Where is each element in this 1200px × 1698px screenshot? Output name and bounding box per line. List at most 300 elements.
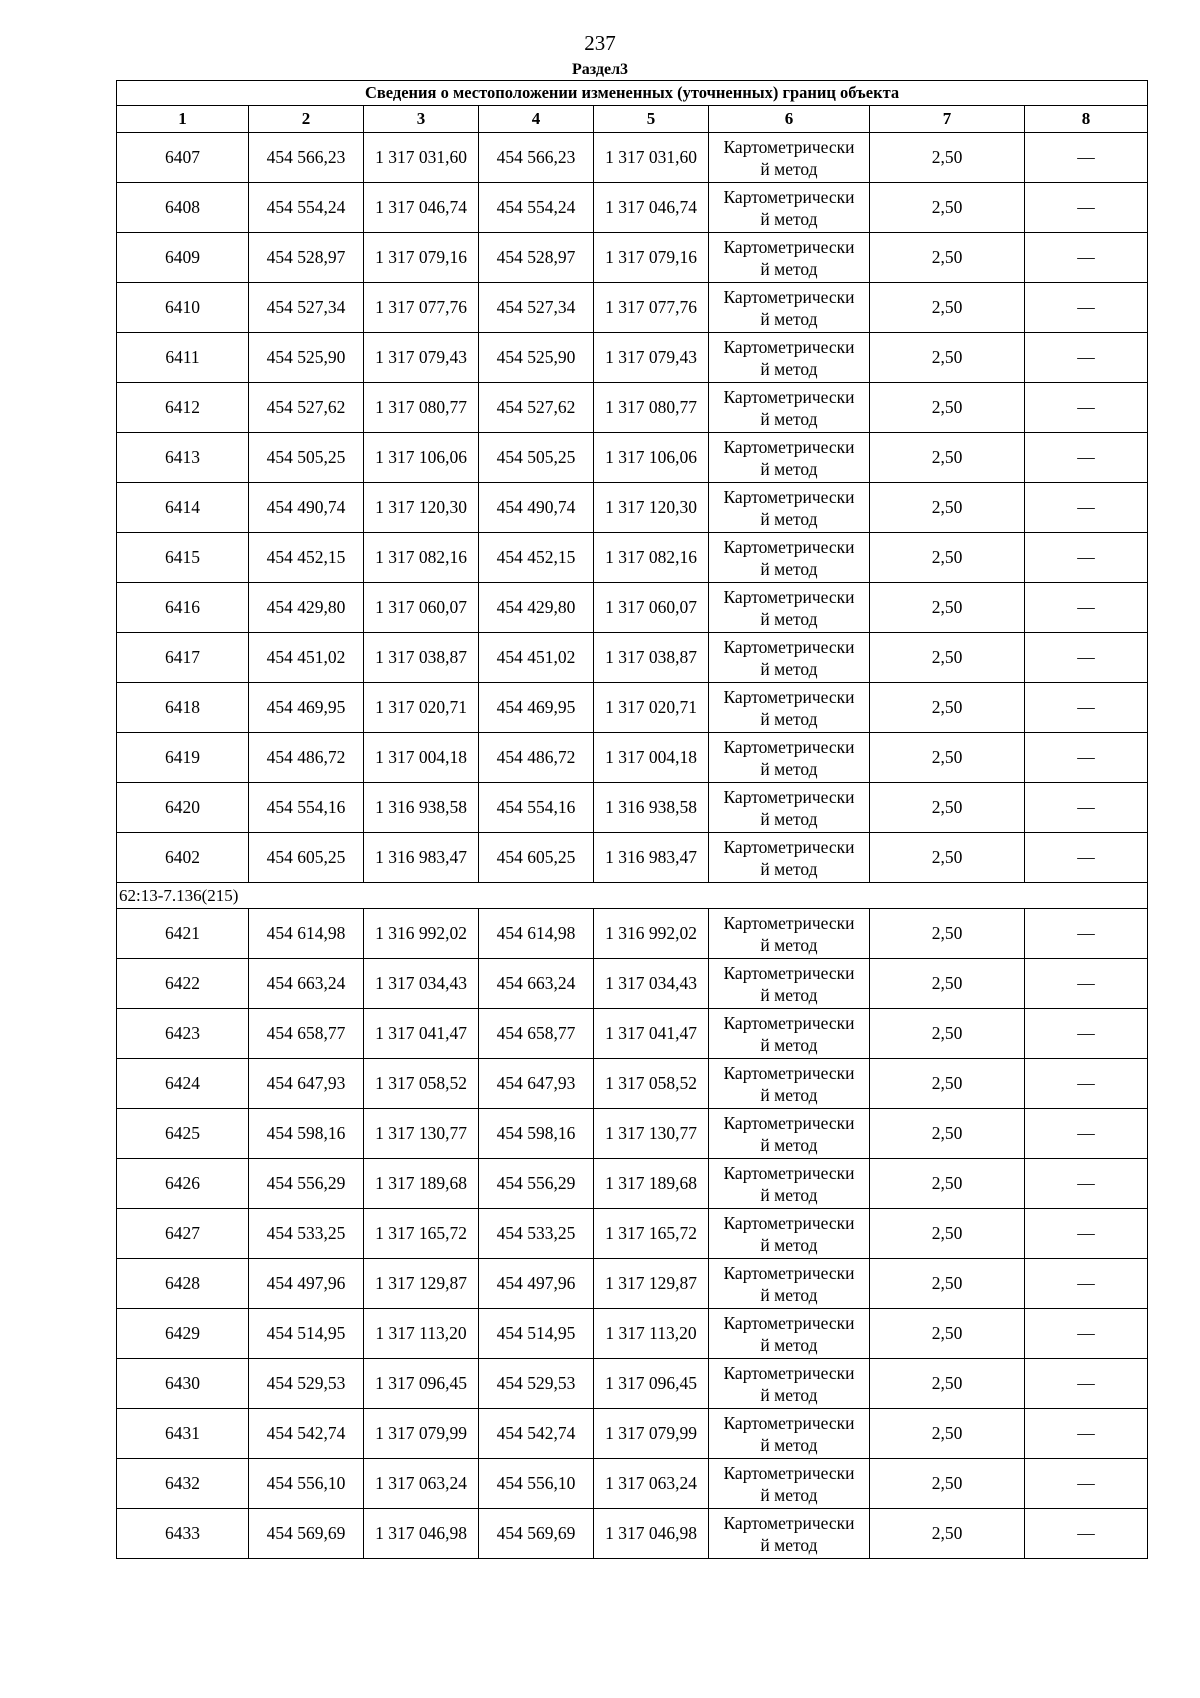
empty-mark-cell: — [1025, 1359, 1148, 1409]
empty-mark-cell: — [1025, 959, 1148, 1009]
method-cell [709, 959, 870, 1009]
method-line-2: й метод [760, 708, 818, 729]
method-cell [709, 1259, 870, 1309]
x-new-cell: 454 514,95 [479, 1309, 594, 1359]
x-existing-cell: 454 647,93 [249, 1059, 364, 1109]
y-existing-cell: 1 317 120,30 [364, 483, 479, 533]
table-row [117, 1059, 1148, 1109]
table-row [117, 1109, 1148, 1159]
x-new-cell: 454 647,93 [479, 1059, 594, 1109]
y-new-cell: 1 317 165,72 [594, 1209, 709, 1259]
point-number-cell: 6430 [117, 1359, 249, 1409]
accuracy-cell: 2,50 [870, 1059, 1025, 1109]
y-new-cell: 1 317 031,60 [594, 133, 709, 183]
y-new-cell: 1 316 992,02 [594, 909, 709, 959]
y-new-cell: 1 316 983,47 [594, 833, 709, 883]
accuracy-cell: 2,50 [870, 233, 1025, 283]
table-row [117, 1209, 1148, 1259]
x-new-cell: 454 554,24 [479, 183, 594, 233]
method-cell [709, 1159, 870, 1209]
x-new-cell: 454 542,74 [479, 1409, 594, 1459]
accuracy-cell: 2,50 [870, 483, 1025, 533]
x-existing-cell: 454 451,02 [249, 633, 364, 683]
accuracy-cell: 2,50 [870, 1409, 1025, 1459]
method-line-1: Картометрически [723, 136, 855, 157]
method-line-2: й метод [760, 1484, 818, 1505]
empty-mark-cell: — [1025, 1209, 1148, 1259]
table-row [117, 583, 1148, 633]
accuracy-cell: 2,50 [870, 133, 1025, 183]
empty-mark-cell: — [1025, 233, 1148, 283]
y-new-cell: 1 317 106,06 [594, 433, 709, 483]
column-number-cell: 5 [594, 106, 709, 133]
method-line-2: й метод [760, 658, 818, 679]
method-line-1: Картометрически [723, 1512, 855, 1533]
method-cell [709, 1109, 870, 1159]
method-line-1: Картометрически [723, 286, 855, 307]
method-line-2: й метод [760, 1434, 818, 1455]
point-number-cell: 6411 [117, 333, 249, 383]
x-new-cell: 454 556,29 [479, 1159, 594, 1209]
x-new-cell: 454 528,97 [479, 233, 594, 283]
point-number-cell: 6422 [117, 959, 249, 1009]
method-line-1: Картометрически [723, 962, 855, 983]
method-cell [709, 1359, 870, 1409]
point-number-cell: 6421 [117, 909, 249, 959]
point-number-cell: 6420 [117, 783, 249, 833]
x-existing-cell: 454 486,72 [249, 733, 364, 783]
x-existing-cell: 454 490,74 [249, 483, 364, 533]
y-new-cell: 1 317 080,77 [594, 383, 709, 433]
x-new-cell: 454 525,90 [479, 333, 594, 383]
empty-mark-cell: — [1025, 383, 1148, 433]
accuracy-cell: 2,50 [870, 1159, 1025, 1209]
method-line-2: й метод [760, 858, 818, 879]
accuracy-cell: 2,50 [870, 433, 1025, 483]
x-existing-cell: 454 528,97 [249, 233, 364, 283]
accuracy-cell: 2,50 [870, 1509, 1025, 1559]
y-existing-cell: 1 317 058,52 [364, 1059, 479, 1109]
point-number-cell: 6410 [117, 283, 249, 333]
y-new-cell: 1 317 046,98 [594, 1509, 709, 1559]
x-new-cell: 454 533,25 [479, 1209, 594, 1259]
x-existing-cell: 454 497,96 [249, 1259, 364, 1309]
section-title: Раздел3 [571, 61, 629, 78]
table-row [117, 909, 1148, 959]
group-label: 62:13-7.136(215) [117, 883, 1148, 909]
table-title-row [117, 81, 1148, 106]
point-number-cell: 6412 [117, 383, 249, 433]
point-number-cell: 6402 [117, 833, 249, 883]
accuracy-cell: 2,50 [870, 833, 1025, 883]
x-new-cell: 454 527,34 [479, 283, 594, 333]
point-number-cell: 6418 [117, 683, 249, 733]
x-existing-cell: 454 554,16 [249, 783, 364, 833]
point-number-cell: 6425 [117, 1109, 249, 1159]
point-number-cell: 6429 [117, 1309, 249, 1359]
table-row [117, 1409, 1148, 1459]
method-line-1: Картометрически [723, 836, 855, 857]
x-existing-cell: 454 566,23 [249, 133, 364, 183]
table-row [117, 1309, 1148, 1359]
x-existing-cell: 454 505,25 [249, 433, 364, 483]
method-line-2: й метод [760, 508, 818, 529]
y-new-cell: 1 317 004,18 [594, 733, 709, 783]
method-line-1: Картометрически [723, 1262, 855, 1283]
x-existing-cell: 454 556,10 [249, 1459, 364, 1509]
table-title: Сведения о местоположении измененных (уточненных) границ объекта [117, 81, 1148, 106]
empty-mark-cell: — [1025, 1509, 1148, 1559]
y-existing-cell: 1 317 077,76 [364, 283, 479, 333]
accuracy-cell: 2,50 [870, 909, 1025, 959]
accuracy-cell: 2,50 [870, 583, 1025, 633]
y-existing-cell: 1 317 031,60 [364, 133, 479, 183]
empty-mark-cell: — [1025, 1309, 1148, 1359]
y-existing-cell: 1 317 079,43 [364, 333, 479, 383]
table-row [117, 1159, 1148, 1209]
method-line-1: Картометрически [723, 736, 855, 757]
point-number-cell: 6433 [117, 1509, 249, 1559]
method-line-2: й метод [760, 608, 818, 629]
y-existing-cell: 1 317 079,16 [364, 233, 479, 283]
accuracy-cell: 2,50 [870, 1209, 1025, 1259]
x-new-cell: 454 663,24 [479, 959, 594, 1009]
table-row [117, 183, 1148, 233]
method-cell [709, 1209, 870, 1259]
x-new-cell: 454 529,53 [479, 1359, 594, 1409]
x-existing-cell: 454 542,74 [249, 1409, 364, 1459]
y-existing-cell: 1 317 129,87 [364, 1259, 479, 1309]
method-line-2: й метод [760, 1234, 818, 1255]
x-existing-cell: 454 429,80 [249, 583, 364, 633]
empty-mark-cell: — [1025, 833, 1148, 883]
x-new-cell: 454 452,15 [479, 533, 594, 583]
x-existing-cell: 454 556,29 [249, 1159, 364, 1209]
x-new-cell: 454 556,10 [479, 1459, 594, 1509]
y-new-cell: 1 317 096,45 [594, 1359, 709, 1409]
x-existing-cell: 454 614,98 [249, 909, 364, 959]
method-cell [709, 283, 870, 333]
method-line-2: й метод [760, 358, 818, 379]
method-cell [709, 909, 870, 959]
method-line-1: Картометрически [723, 1012, 855, 1033]
table-row [117, 433, 1148, 483]
y-new-cell: 1 317 079,16 [594, 233, 709, 283]
column-number-cell: 4 [479, 106, 594, 133]
table-row [117, 633, 1148, 683]
y-existing-cell: 1 317 079,99 [364, 1409, 479, 1459]
column-number-cell: 2 [249, 106, 364, 133]
point-number-cell: 6407 [117, 133, 249, 183]
empty-mark-cell: — [1025, 183, 1148, 233]
table-row [117, 1259, 1148, 1309]
empty-mark-cell: — [1025, 1159, 1148, 1209]
method-line-1: Картометрически [723, 186, 855, 207]
accuracy-cell: 2,50 [870, 733, 1025, 783]
y-existing-cell: 1 317 189,68 [364, 1159, 479, 1209]
method-line-1: Картометрически [723, 1062, 855, 1083]
method-line-2: й метод [760, 308, 818, 329]
x-new-cell: 454 505,25 [479, 433, 594, 483]
point-number-cell: 6414 [117, 483, 249, 533]
empty-mark-cell: — [1025, 633, 1148, 683]
method-line-1: Картометрически [723, 236, 855, 257]
table-row [117, 133, 1148, 183]
method-line-2: й метод [760, 1334, 818, 1355]
point-number-cell: 6428 [117, 1259, 249, 1309]
y-existing-cell: 1 317 063,24 [364, 1459, 479, 1509]
table-row [117, 283, 1148, 333]
y-new-cell: 1 317 077,76 [594, 283, 709, 333]
page-number: 237 [584, 31, 616, 55]
y-new-cell: 1 317 082,16 [594, 533, 709, 583]
y-new-cell: 1 317 079,43 [594, 333, 709, 383]
accuracy-cell: 2,50 [870, 1009, 1025, 1059]
accuracy-cell: 2,50 [870, 683, 1025, 733]
accuracy-cell: 2,50 [870, 1359, 1025, 1409]
method-line-2: й метод [760, 258, 818, 279]
empty-mark-cell: — [1025, 1459, 1148, 1509]
table-row [117, 533, 1148, 583]
method-line-2: й метод [760, 1284, 818, 1305]
x-new-cell: 454 598,16 [479, 1109, 594, 1159]
method-cell [709, 383, 870, 433]
point-number-cell: 6419 [117, 733, 249, 783]
method-line-2: й метод [760, 1134, 818, 1155]
point-number-cell: 6409 [117, 233, 249, 283]
column-number-cell: 7 [870, 106, 1025, 133]
table-row [117, 833, 1148, 883]
method-cell [709, 483, 870, 533]
y-new-cell: 1 317 034,43 [594, 959, 709, 1009]
x-new-cell: 454 490,74 [479, 483, 594, 533]
y-existing-cell: 1 317 034,43 [364, 959, 479, 1009]
table-row [117, 1359, 1148, 1409]
method-line-2: й метод [760, 558, 818, 579]
y-existing-cell: 1 317 046,74 [364, 183, 479, 233]
column-number-cell: 6 [709, 106, 870, 133]
y-existing-cell: 1 316 992,02 [364, 909, 479, 959]
empty-mark-cell: — [1025, 133, 1148, 183]
y-new-cell: 1 316 938,58 [594, 783, 709, 833]
method-line-1: Картометрически [723, 1112, 855, 1133]
y-new-cell: 1 317 060,07 [594, 583, 709, 633]
x-existing-cell: 454 598,16 [249, 1109, 364, 1159]
method-line-1: Картометрически [723, 1362, 855, 1383]
y-existing-cell: 1 317 004,18 [364, 733, 479, 783]
empty-mark-cell: — [1025, 1409, 1148, 1459]
table-row [117, 333, 1148, 383]
x-new-cell: 454 614,98 [479, 909, 594, 959]
method-line-2: й метод [760, 758, 818, 779]
table-row [117, 733, 1148, 783]
point-number-cell: 6416 [117, 583, 249, 633]
empty-mark-cell: — [1025, 909, 1148, 959]
y-new-cell: 1 317 020,71 [594, 683, 709, 733]
method-line-2: й метод [760, 808, 818, 829]
method-cell [709, 233, 870, 283]
method-line-1: Картометрически [723, 1412, 855, 1433]
y-new-cell: 1 317 189,68 [594, 1159, 709, 1209]
x-existing-cell: 454 569,69 [249, 1509, 364, 1559]
x-new-cell: 454 469,95 [479, 683, 594, 733]
column-number-cell: 1 [117, 106, 249, 133]
point-number-cell: 6432 [117, 1459, 249, 1509]
empty-mark-cell: — [1025, 1059, 1148, 1109]
method-line-1: Картометрически [723, 1162, 855, 1183]
empty-mark-cell: — [1025, 1009, 1148, 1059]
y-existing-cell: 1 317 046,98 [364, 1509, 479, 1559]
method-line-2: й метод [760, 1384, 818, 1405]
empty-mark-cell: — [1025, 683, 1148, 733]
x-existing-cell: 454 605,25 [249, 833, 364, 883]
method-line-2: й метод [760, 934, 818, 955]
x-new-cell: 454 497,96 [479, 1259, 594, 1309]
empty-mark-cell: — [1025, 1109, 1148, 1159]
method-line-1: Картометрически [723, 486, 855, 507]
x-new-cell: 454 566,23 [479, 133, 594, 183]
coordinates-table [116, 80, 1148, 1559]
x-new-cell: 454 451,02 [479, 633, 594, 683]
method-cell [709, 1009, 870, 1059]
table-row [117, 783, 1148, 833]
column-number-cell: 8 [1025, 106, 1148, 133]
y-existing-cell: 1 316 983,47 [364, 833, 479, 883]
point-number-cell: 6426 [117, 1159, 249, 1209]
method-line-1: Картометрически [723, 1462, 855, 1483]
x-existing-cell: 454 663,24 [249, 959, 364, 1009]
table-body [117, 81, 1148, 1559]
method-line-1: Картометрически [723, 386, 855, 407]
accuracy-cell: 2,50 [870, 783, 1025, 833]
x-new-cell: 454 486,72 [479, 733, 594, 783]
method-line-1: Картометрически [723, 912, 855, 933]
method-cell [709, 633, 870, 683]
method-line-2: й метод [760, 1034, 818, 1055]
empty-mark-cell: — [1025, 733, 1148, 783]
method-cell [709, 1509, 870, 1559]
point-number-cell: 6427 [117, 1209, 249, 1259]
y-new-cell: 1 317 058,52 [594, 1059, 709, 1109]
method-cell [709, 1459, 870, 1509]
method-cell [709, 1309, 870, 1359]
method-line-1: Картометрически [723, 336, 855, 357]
y-new-cell: 1 317 120,30 [594, 483, 709, 533]
method-line-1: Картометрически [723, 786, 855, 807]
y-existing-cell: 1 316 938,58 [364, 783, 479, 833]
method-line-2: й метод [760, 984, 818, 1005]
x-new-cell: 454 569,69 [479, 1509, 594, 1559]
point-number-cell: 6417 [117, 633, 249, 683]
accuracy-cell: 2,50 [870, 633, 1025, 683]
y-new-cell: 1 317 046,74 [594, 183, 709, 233]
x-existing-cell: 454 527,62 [249, 383, 364, 433]
method-line-2: й метод [760, 1534, 818, 1555]
x-new-cell: 454 554,16 [479, 783, 594, 833]
point-number-cell: 6415 [117, 533, 249, 583]
point-number-cell: 6423 [117, 1009, 249, 1059]
table-row [117, 1509, 1148, 1559]
y-new-cell: 1 317 038,87 [594, 633, 709, 683]
x-existing-cell: 454 527,34 [249, 283, 364, 333]
accuracy-cell: 2,50 [870, 533, 1025, 583]
point-number-cell: 6408 [117, 183, 249, 233]
method-cell [709, 533, 870, 583]
method-line-1: Картометрически [723, 686, 855, 707]
method-cell [709, 1409, 870, 1459]
method-cell [709, 1059, 870, 1109]
table-row [117, 683, 1148, 733]
y-new-cell: 1 317 063,24 [594, 1459, 709, 1509]
method-line-1: Картометрически [723, 536, 855, 557]
method-line-2: й метод [760, 1084, 818, 1105]
accuracy-cell: 2,50 [870, 1109, 1025, 1159]
method-cell [709, 583, 870, 633]
x-existing-cell: 454 554,24 [249, 183, 364, 233]
y-existing-cell: 1 317 020,71 [364, 683, 479, 733]
y-new-cell: 1 317 129,87 [594, 1259, 709, 1309]
y-new-cell: 1 317 041,47 [594, 1009, 709, 1059]
y-new-cell: 1 317 113,20 [594, 1309, 709, 1359]
x-existing-cell: 454 469,95 [249, 683, 364, 733]
column-number-row [117, 106, 1148, 133]
point-number-cell: 6424 [117, 1059, 249, 1109]
y-new-cell: 1 317 079,99 [594, 1409, 709, 1459]
empty-mark-cell: — [1025, 433, 1148, 483]
y-existing-cell: 1 317 106,06 [364, 433, 479, 483]
x-new-cell: 454 429,80 [479, 583, 594, 633]
point-number-cell: 6431 [117, 1409, 249, 1459]
method-cell [709, 833, 870, 883]
method-line-2: й метод [760, 458, 818, 479]
accuracy-cell: 2,50 [870, 283, 1025, 333]
method-line-1: Картометрически [723, 1312, 855, 1333]
point-number-cell: 6413 [117, 433, 249, 483]
x-existing-cell: 454 525,90 [249, 333, 364, 383]
method-line-2: й метод [760, 208, 818, 229]
y-existing-cell: 1 317 080,77 [364, 383, 479, 433]
method-line-2: й метод [760, 1184, 818, 1205]
y-existing-cell: 1 317 096,45 [364, 1359, 479, 1409]
x-existing-cell: 454 533,25 [249, 1209, 364, 1259]
empty-mark-cell: — [1025, 1259, 1148, 1309]
method-line-1: Картометрически [723, 1212, 855, 1233]
accuracy-cell: 2,50 [870, 183, 1025, 233]
method-cell [709, 683, 870, 733]
empty-mark-cell: — [1025, 283, 1148, 333]
x-existing-cell: 454 529,53 [249, 1359, 364, 1409]
table-row [117, 383, 1148, 433]
accuracy-cell: 2,50 [870, 1259, 1025, 1309]
empty-mark-cell: — [1025, 783, 1148, 833]
method-line-1: Картометрически [723, 586, 855, 607]
method-line-2: й метод [760, 158, 818, 179]
accuracy-cell: 2,50 [870, 383, 1025, 433]
accuracy-cell: 2,50 [870, 1309, 1025, 1359]
method-cell [709, 133, 870, 183]
method-cell [709, 433, 870, 483]
y-existing-cell: 1 317 082,16 [364, 533, 479, 583]
x-existing-cell: 454 658,77 [249, 1009, 364, 1059]
y-existing-cell: 1 317 165,72 [364, 1209, 479, 1259]
table-row [117, 1009, 1148, 1059]
x-new-cell: 454 658,77 [479, 1009, 594, 1059]
method-line-1: Картометрически [723, 436, 855, 457]
empty-mark-cell: — [1025, 333, 1148, 383]
method-cell [709, 733, 870, 783]
x-new-cell: 454 605,25 [479, 833, 594, 883]
method-line-2: й метод [760, 408, 818, 429]
